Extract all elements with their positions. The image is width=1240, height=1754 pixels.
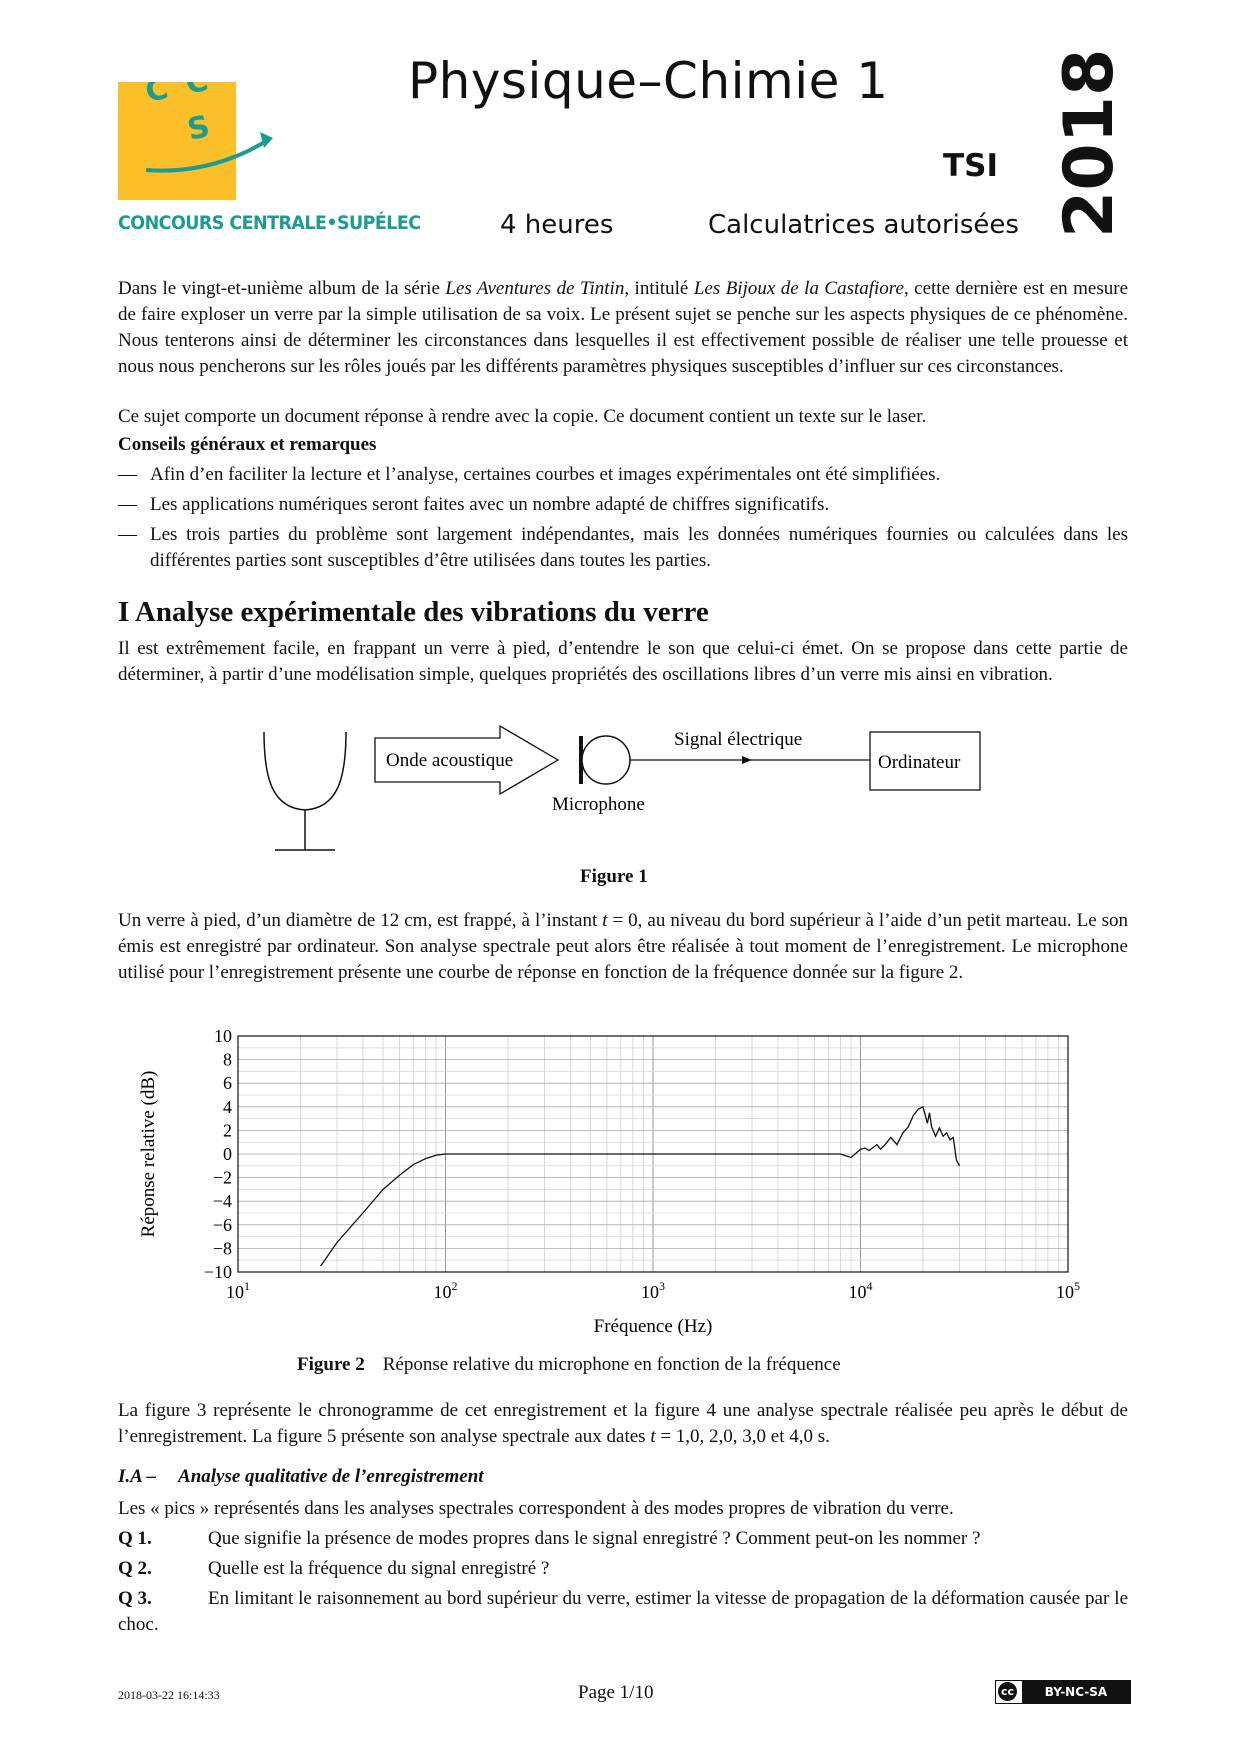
- document-note: Ce sujet comporte un document réponse à rendre avec la copie. Ce document contient un texte sur le laser.: [118, 406, 927, 427]
- figure-2-text: Réponse relative du microphone en fonction de la fréquence: [382, 1354, 841, 1375]
- logo-caption: CONCOURS CENTRALE•SUPÉLEC: [118, 212, 421, 234]
- question-text: En limitant le raisonnement au bord supérieur du verre, estimer la vitesse de propagation de la déformation causée par le choc.: [118, 1588, 1128, 1635]
- subsection-name: Analyse qualitative de l’enregistrement: [178, 1466, 484, 1487]
- experiment-paragraph: Un verre à pied, d’un diamètre de 12 cm, est frappé, à l’instant t = 0, au niveau du bord supérieur à l’aide d’un petit marteau. Le son émis est enregistré par ordinateur. Son analyse spectrale peut alors être réalisée à tout moment de l’enregistrement. Le microphone utilisé pour l’enregistrement présente une courbe de réponse en fonction de la fréquence donnée sur la figure 2.: [118, 910, 1129, 983]
- time-variable: t: [650, 1426, 656, 1447]
- y-tick-label: −2: [212, 1167, 232, 1188]
- section-intro: Il est extrêmement facile, en frappant un verre à pied, d’entendre le son que celui-ci émet. On se propose dans cette partie de déterminer, à partir d’une modélisation simple, quelques propriétés des oscillations libres d’un verre mis ainsi en vibration.: [118, 638, 1128, 685]
- page-title: Physique–Chimie 1: [408, 52, 889, 110]
- album-title: Les Bijoux de la Castafiore: [693, 278, 904, 299]
- computer-label: Ordinateur: [878, 752, 961, 773]
- signal-arrowhead: [742, 756, 752, 764]
- y-tick-label: −8: [212, 1238, 232, 1259]
- microphone-label: Microphone: [552, 794, 645, 815]
- duration: 4 heures: [500, 210, 614, 240]
- question-number: Q 1.: [118, 1528, 152, 1549]
- signal-label: Signal électrique: [674, 729, 803, 750]
- y-tick-label: 6: [223, 1073, 232, 1094]
- advice-item: — Afin d’en faciliter la lecture et l’analyse, certaines courbes et images expérimentales ont été simplifiées.: [118, 464, 941, 485]
- section-title: I Analyse expérimentale des vibrations du verre: [118, 596, 709, 628]
- wine-glass-bowl: [264, 732, 346, 810]
- y-tick-label: −10: [203, 1262, 232, 1282]
- advice-item: — Les trois parties du problème sont largement indépendantes, mais les données numériques fournies ou calculées dans les différentes parties sont susceptibles d’être utilisées dans toutes les parties.: [118, 524, 1128, 571]
- series-title: Les Aventures de Tintin: [445, 278, 625, 299]
- logo-letter-s: S: [184, 109, 213, 148]
- question-2: [118, 1556, 1128, 1582]
- question-3: [118, 1586, 1128, 1638]
- page-number: Page 1/10: [578, 1682, 654, 1703]
- subsection-title: [118, 1466, 484, 1488]
- y-tick-label: −4: [212, 1191, 232, 1212]
- advice-title: Conseils généraux et remarques: [118, 434, 377, 455]
- track-label: TSI: [943, 148, 999, 184]
- figure-2-label: Figure 2: [297, 1354, 365, 1375]
- footer-timestamp: 2018-03-22 16:14:33: [118, 1688, 220, 1702]
- question-text: Que signifie la présence de modes propres dans le signal enregistré ? Comment peut-on les nommer ?: [208, 1528, 981, 1549]
- figure-1: [250, 720, 1010, 860]
- concours-logo: [118, 82, 354, 202]
- subsection-number: I.A –: [118, 1466, 157, 1487]
- figure-1-diagram: [250, 720, 1010, 860]
- list-dash: —: [118, 524, 137, 545]
- logo-letter-c2: C: [182, 82, 212, 102]
- y-tick-label: 8: [223, 1049, 232, 1070]
- advice-item: — Les applications numériques seront faites avec un nombre adapté de chiffres significatifs.: [118, 494, 830, 515]
- x-tick-label: $10^5$: [1056, 1279, 1080, 1302]
- question-number: Q 3.: [118, 1588, 152, 1609]
- calculators-note: Calculatrices autorisées: [708, 210, 1019, 240]
- figure-1-caption: Figure 1: [580, 866, 648, 887]
- cc-icon: cc: [998, 1682, 1017, 1701]
- y-axis-label: Réponse relative (dB): [138, 1070, 159, 1238]
- y-tick-label: −6: [212, 1214, 232, 1235]
- list-dash: —: [118, 494, 137, 515]
- list-dash: —: [118, 464, 137, 485]
- logo-yellow-square: [118, 82, 236, 200]
- figure-2-caption: [297, 1354, 841, 1376]
- question-number: Q 2.: [118, 1558, 152, 1579]
- intro-paragraph: Dans le vingt-et-unième album de la série Les Aventures de Tintin, intitulé Les Bijoux de la Castafiore, cette dernière est en mesure de faire exploser un verre par la simple utilisation de sa voix. Le présent sujet se penche sur les aspects physiques de ce phénomène. Nous tenterons ainsi de déterminer les circonstances dans lesquelles il est effectivement possible de réaliser une telle prouesse et nous nous pencherons sur les rôles joués par les différents paramètres physiques susceptibles d’influer sur ces circonstances.: [118, 278, 1129, 377]
- question-1: [118, 1526, 1128, 1552]
- x-tick-label: $10^2$: [433, 1279, 458, 1302]
- x-tick-label: $10^3$: [641, 1279, 665, 1302]
- y-tick-label: 2: [223, 1120, 232, 1141]
- y-tick-label: 0: [223, 1144, 232, 1164]
- x-axis-label: Fréquence (Hz): [593, 1316, 713, 1337]
- figure-2: [118, 1020, 1128, 1340]
- recording-paragraph: La figure 3 représente le chronogramme de cet enregistrement et la figure 4 une analyse spectrale réalisée peu après le début de l’enregistrement. La figure 5 présente son analyse spectrale aux dates t = 1,0, 2,0, 3,0 et 4,0 s.: [118, 1400, 1128, 1447]
- y-tick-label: 10: [214, 1026, 232, 1046]
- y-tick-label: 4: [223, 1096, 232, 1117]
- frequency-response-chart: [118, 1020, 1128, 1340]
- time-variable: t: [602, 910, 608, 931]
- microphone-capsule: [582, 736, 630, 784]
- logo-graphic: [118, 82, 354, 202]
- x-tick-label: $10^4$: [848, 1279, 873, 1302]
- question-text: Quelle est la fréquence du signal enregistré ?: [208, 1558, 550, 1579]
- exam-year: 2018: [1050, 48, 1129, 238]
- license-text: BY-NC-SA: [1022, 1681, 1130, 1703]
- acoustic-wave-label: Onde acoustique: [386, 750, 514, 771]
- logo-letter-c1: C: [142, 82, 172, 110]
- x-tick-label: $10^1$: [226, 1279, 250, 1302]
- subsection-intro: Les « pics » représentés dans les analyses spectrales correspondent à des modes propres de vibration du verre.: [118, 1498, 954, 1519]
- license-badge: [995, 1680, 1131, 1704]
